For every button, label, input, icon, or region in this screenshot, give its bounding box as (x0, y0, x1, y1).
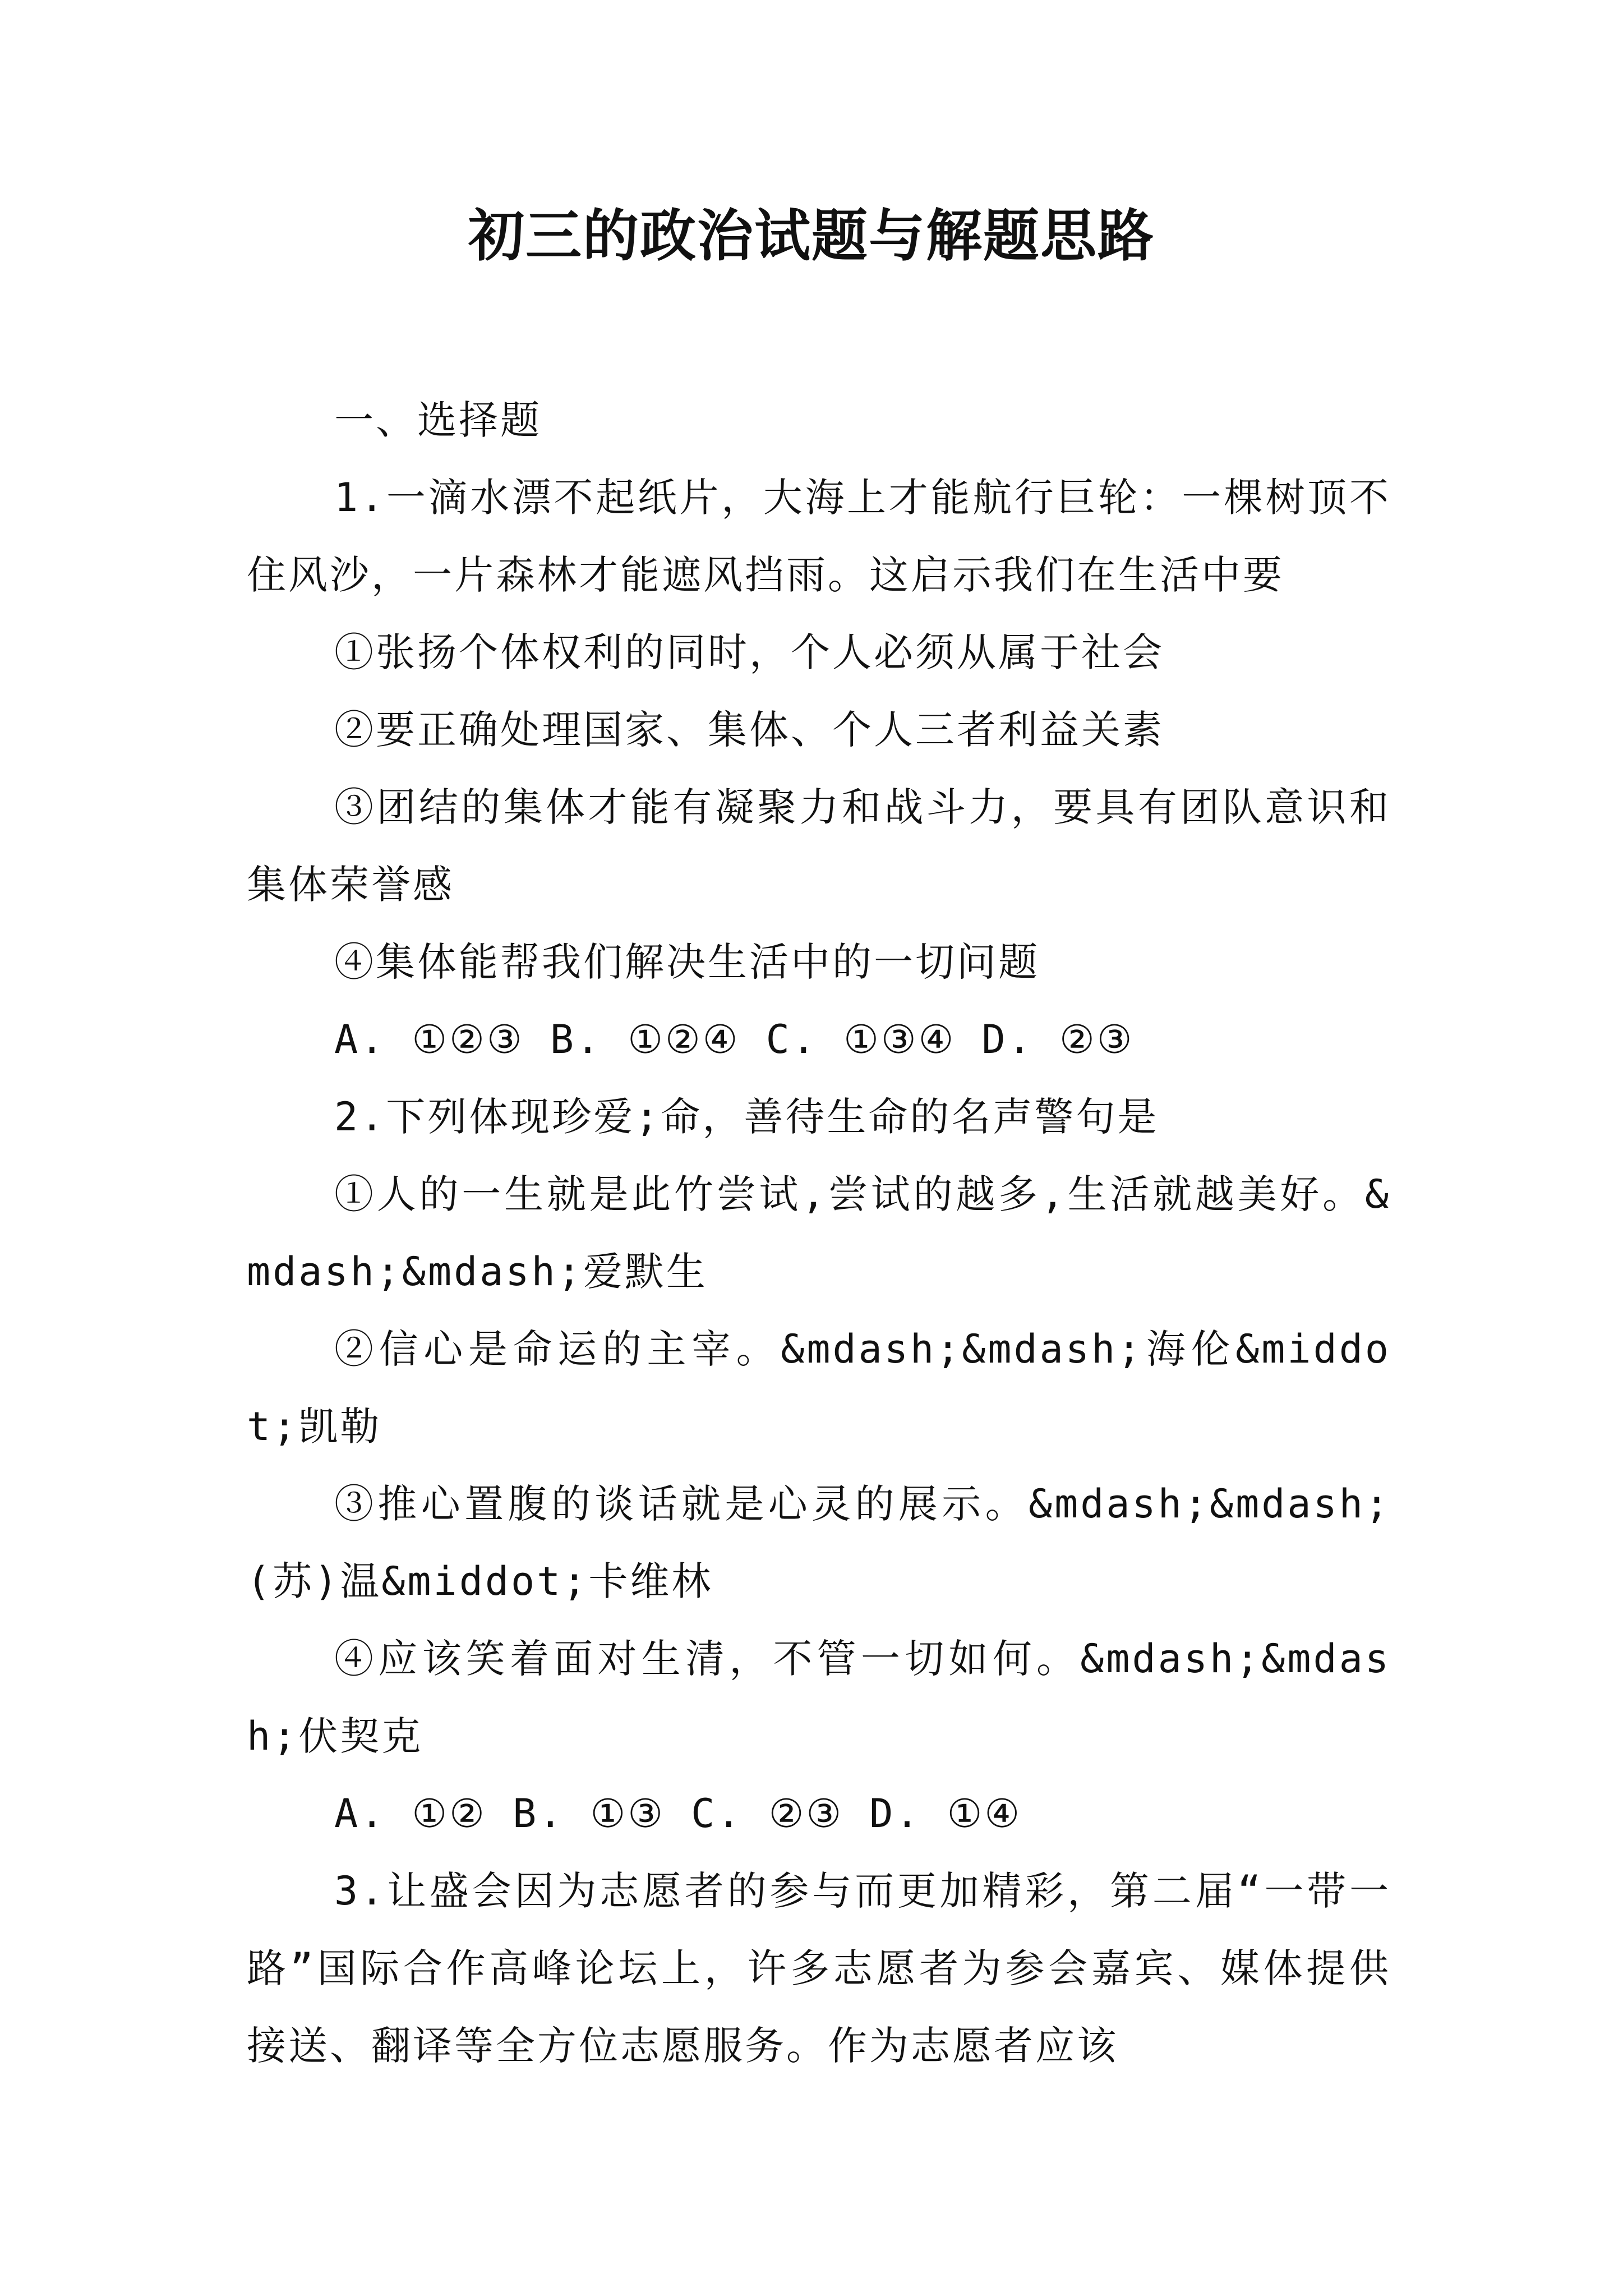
question-2-option-1: ①人的一生就是此竹尝试,尝试的越多,生活就越美好。&mdash;&mdash;爱默生 (247, 1171, 1391, 1295)
question-2-choices: A. ①② B. ①③ C. ②③ D. ①④ (334, 1791, 1022, 1837)
question-1-option-4: ④集体能帮我们解决生活中的一切问题 (334, 939, 1040, 985)
question-2-stem: 2.下列体现珍爱;命，善待生命的名声警句是 (334, 1094, 1159, 1140)
question-1-choices: A. ①②③ B. ①②④ C. ①③④ D. ②③ (334, 1016, 1135, 1062)
question-2-option-2: ②信心是命运的主宰。&mdash;&mdash;海伦&middot;凯勒 (247, 1326, 1391, 1450)
document-title: 初三的政治试题与解题思路 (468, 203, 1155, 269)
question-1-stem: 1.一滴水漂不起纸片，大海上才能航行巨轮：一棵树顶不住风沙，一片森林才能遮风挡雨。这启示我们在生活中要 (247, 475, 1391, 598)
question-2-option-3: ③推心置腹的谈话就是心灵的展示。&mdash;&mdash;(苏)温&middot;卡维林 (247, 1481, 1391, 1604)
question-1-option-3: ③团结的集体才能有凝聚力和战斗力，要具有团队意识和集体荣誉感 (247, 784, 1391, 908)
question-1-option-1: ①张扬个体权利的同时，个人必须从属于社会 (334, 629, 1164, 675)
document-body (247, 381, 1391, 2085)
question-1-option-2: ②要正确处理国家、集体、个人三者利益关素 (334, 707, 1164, 753)
section-heading: 一、选择题 (334, 397, 542, 443)
question-3-stem: 3.让盛会因为志愿者的参与而更加精彩，第二届“一带一路”国际合作高峰论坛上，许多志愿者为参会嘉宾、媒体提供接送、翻译等全方位志愿服务。作为志愿者应该 (247, 1868, 1391, 2069)
question-2-option-4: ④应该笑着面对生清，不管一切如何。&mdash;&mdash;伏契克 (247, 1636, 1391, 1759)
